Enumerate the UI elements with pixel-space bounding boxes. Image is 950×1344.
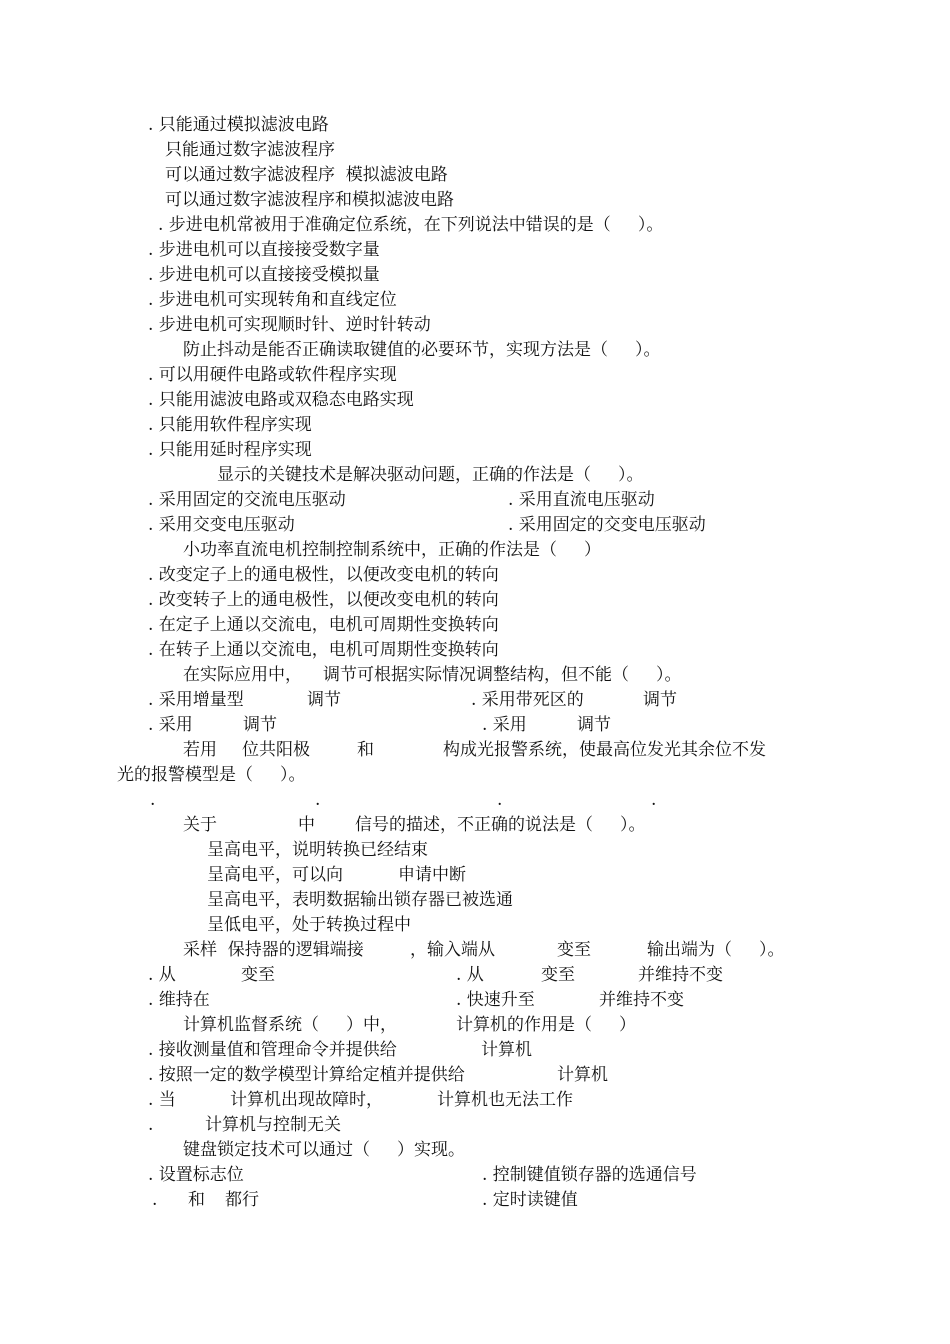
option-line: . 只能用延时程序实现	[148, 440, 312, 460]
option-line: . 可以用硬件电路或软件程序实现	[148, 365, 397, 385]
question-line: 输出端为（ ）。	[647, 940, 785, 960]
option-line: 计算机出现故障时，	[230, 1090, 383, 1110]
option-line: . 采用直流电压驱动	[508, 490, 655, 510]
option-line: . 采用带死区的	[471, 690, 584, 710]
option-line: 调节	[577, 715, 611, 735]
option-line: . 改变定子上的通电极性，以便改变电机的转向	[148, 565, 499, 585]
option-line: 呈高电平，可以向	[207, 865, 343, 885]
option-line: 计算机与控制无关	[205, 1115, 341, 1135]
question-line: 调节可根据实际情况调整结构，但不能（ ）。	[323, 665, 682, 685]
question-line: 在实际应用中，	[183, 665, 302, 685]
question-line: 关于	[183, 815, 217, 835]
option-line: .	[651, 790, 657, 810]
option-line: . 步进电机可实现转角和直线定位	[148, 290, 397, 310]
option-line: . 只能用滤波电路或双稳态电路实现	[148, 390, 414, 410]
option-line: 调节	[307, 690, 341, 710]
question-line: . 步进电机常被用于准确定位系统，在下列说法中错误的是（ ）。	[158, 215, 664, 235]
question-line: 和	[357, 740, 374, 760]
question-line: 键盘锁定技术可以通过（ ）实现。	[183, 1140, 466, 1160]
option-line: 计算机	[481, 1040, 532, 1060]
option-line: . 采用固定的交流电压驱动	[148, 490, 346, 510]
option-line: . 当	[148, 1090, 176, 1110]
option-line: 变至	[241, 965, 275, 985]
question-line: 显示的关键技术是解决驱动问题，正确的作法是（ ）。	[217, 465, 644, 485]
question-line: 构成光报警系统，使最高位发光其余位不发	[443, 740, 766, 760]
option-line: . 步进电机可以直接接受模拟量	[148, 265, 380, 285]
option-line: . 改变转子上的通电极性，以便改变电机的转向	[148, 590, 499, 610]
option-line: . 从	[456, 965, 484, 985]
question-line: 计算机的作用是（ ）	[456, 1015, 637, 1035]
option-line: . 采用	[482, 715, 527, 735]
option-line: . 只能用软件程序实现	[148, 415, 312, 435]
text-line: 可以通过数字滤波程序 模拟滤波电路	[165, 165, 448, 185]
question-line: 防止抖动是能否正确读取键值的必要环节，实现方法是（ ）。	[183, 340, 661, 360]
option-line: 调节	[643, 690, 677, 710]
option-line: 并维持不变	[599, 990, 684, 1010]
question-line: 计算机监督系统（ ）中，	[183, 1015, 398, 1035]
option-line: . 定时读键值	[482, 1190, 578, 1210]
option-line: 呈高电平，表明数据输出锁存器已被选通	[207, 890, 513, 910]
option-line: . 接收测量值和管理命令并提供给	[148, 1040, 397, 1060]
option-line: 申请中断	[398, 865, 466, 885]
question-line: 若用	[183, 740, 217, 760]
option-line: 变至	[541, 965, 575, 985]
question-line: ，输入端从	[410, 940, 495, 960]
option-line: 并维持不变	[638, 965, 723, 985]
option-line: 都行	[225, 1190, 259, 1210]
option-line: 计算机也无法工作	[437, 1090, 573, 1110]
question-line: 变至	[557, 940, 591, 960]
text-line: 可以通过数字滤波程序和模拟滤波电路	[165, 190, 454, 210]
option-line: .	[315, 790, 321, 810]
question-line: 小功率直流电机控制控制系统中，正确的作法是（ ）	[183, 540, 602, 560]
question-line: 位共阳极	[242, 740, 310, 760]
option-line: . 采用固定的交变电压驱动	[508, 515, 706, 535]
option-line: 呈高电平，说明转换已经结束	[207, 840, 428, 860]
option-line: . 快速升至	[456, 990, 535, 1010]
question-line: 中	[298, 815, 315, 835]
option-line: . 步进电机可实现顺时针、逆时针转动	[148, 315, 431, 335]
question-line: 信号的描述，不正确的说法是（ ）。	[355, 815, 646, 835]
option-line: .	[152, 1190, 158, 1210]
option-line: .	[148, 1115, 154, 1135]
option-line: 和	[188, 1190, 205, 1210]
text-line: . 只能通过模拟滤波电路	[148, 115, 329, 135]
option-line: 呈低电平，处于转换过程中	[207, 915, 411, 935]
option-line: . 步进电机可以直接接受数字量	[148, 240, 380, 260]
question-line: 光的报警模型是（ ）。	[117, 765, 306, 785]
option-line: . 在转子上通以交流电，电机可周期性变换转向	[148, 640, 499, 660]
option-line: . 按照一定的数学模型计算给定植并提供给	[148, 1065, 465, 1085]
option-line: . 在定子上通以交流电，电机可周期性变换转向	[148, 615, 499, 635]
option-line: 调节	[243, 715, 277, 735]
option-line: . 设置标志位	[148, 1165, 244, 1185]
option-line: . 采用交变电压驱动	[148, 515, 295, 535]
option-line: .	[497, 790, 503, 810]
option-line: 计算机	[557, 1065, 608, 1085]
text-line: 只能通过数字滤波程序	[165, 140, 335, 160]
option-line: . 采用增量型	[148, 690, 244, 710]
option-line: . 采用	[148, 715, 193, 735]
option-line: . 从	[148, 965, 176, 985]
option-line: . 控制键值锁存器的选通信号	[482, 1165, 697, 1185]
option-line: . 维持在	[148, 990, 210, 1010]
question-line: 采样 保持器的逻辑端接	[183, 940, 364, 960]
option-line: .	[150, 790, 156, 810]
